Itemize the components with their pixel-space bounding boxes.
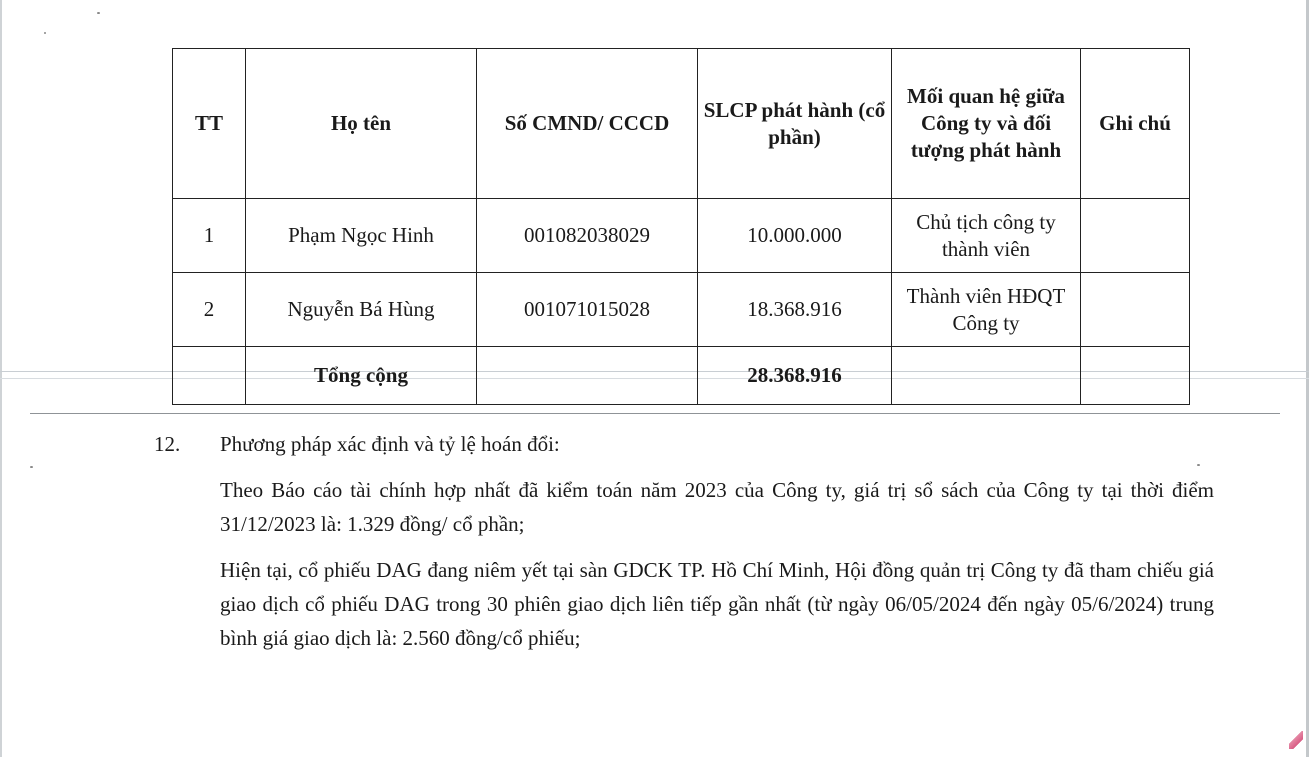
table-row bbox=[173, 199, 1190, 273]
corner-mark-icon bbox=[1289, 731, 1303, 749]
cell-note bbox=[1081, 273, 1190, 347]
total-shares: 28.368.916 bbox=[698, 347, 892, 405]
cell-empty bbox=[477, 347, 698, 405]
table-row bbox=[173, 273, 1190, 347]
header-shares: SLCP phát hành (cổ phần) bbox=[698, 49, 892, 199]
section-12 bbox=[154, 427, 1214, 655]
cell-tt: 1 bbox=[173, 199, 246, 273]
section-title: Phương pháp xác định và tỷ lệ hoán đổi: bbox=[220, 432, 560, 456]
share-issuance-table bbox=[172, 48, 1190, 405]
cell-shares: 18.368.916 bbox=[698, 273, 892, 347]
cell-id: 001082038029 bbox=[477, 199, 698, 273]
cell-empty bbox=[173, 347, 246, 405]
header-name: Họ tên bbox=[246, 49, 477, 199]
section-heading bbox=[154, 427, 1214, 461]
cell-empty bbox=[1081, 347, 1190, 405]
cell-id: 001071015028 bbox=[477, 273, 698, 347]
header-tt: TT bbox=[173, 49, 246, 199]
page-break-line bbox=[30, 413, 1280, 414]
table-total-row bbox=[173, 347, 1190, 405]
cell-tt: 2 bbox=[173, 273, 246, 347]
cell-relation: Chủ tịch công ty thành viên bbox=[892, 199, 1081, 273]
scan-speck bbox=[97, 12, 100, 14]
scan-speck bbox=[30, 466, 33, 468]
table-header-row bbox=[173, 49, 1190, 199]
cell-relation: Thành viên HĐQT Công ty bbox=[892, 273, 1081, 347]
paragraph-market-price: Hiện tại, cổ phiếu DAG đang niêm yết tại sàn GDCK TP. Hồ Chí Minh, Hội đồng quản trị Công ty đã tham chiếu giá giao dịch cổ phiếu DAG trong 30 phiên giao dịch liên tiếp gần nhất (từ ngày 06/05/2024 đến ngày 05/6/2024) trung bình giá giao dịch là: 2.560 đồng/cổ phiếu; bbox=[220, 558, 1214, 650]
section-number: 12. bbox=[154, 432, 181, 456]
cell-shares: 10.000.000 bbox=[698, 199, 892, 273]
total-label: Tổng cộng bbox=[246, 347, 477, 405]
header-note: Ghi chú bbox=[1081, 49, 1190, 199]
cell-name: Phạm Ngọc Hinh bbox=[246, 199, 477, 273]
paragraph-book-value: Theo Báo cáo tài chính hợp nhất đã kiểm toán năm 2023 của Công ty, giá trị sổ sách của Công ty tại thời điểm 31/12/2023 là: 1.329 đồng/ cổ phần; bbox=[220, 478, 1214, 536]
header-id: Số CMND/ CCCD bbox=[477, 49, 698, 199]
header-relation: Mối quan hệ giữa Công ty và đối tượng phát hành bbox=[892, 49, 1081, 199]
scan-speck bbox=[44, 32, 46, 34]
cell-empty bbox=[892, 347, 1081, 405]
cell-note bbox=[1081, 199, 1190, 273]
cell-name: Nguyễn Bá Hùng bbox=[246, 273, 477, 347]
